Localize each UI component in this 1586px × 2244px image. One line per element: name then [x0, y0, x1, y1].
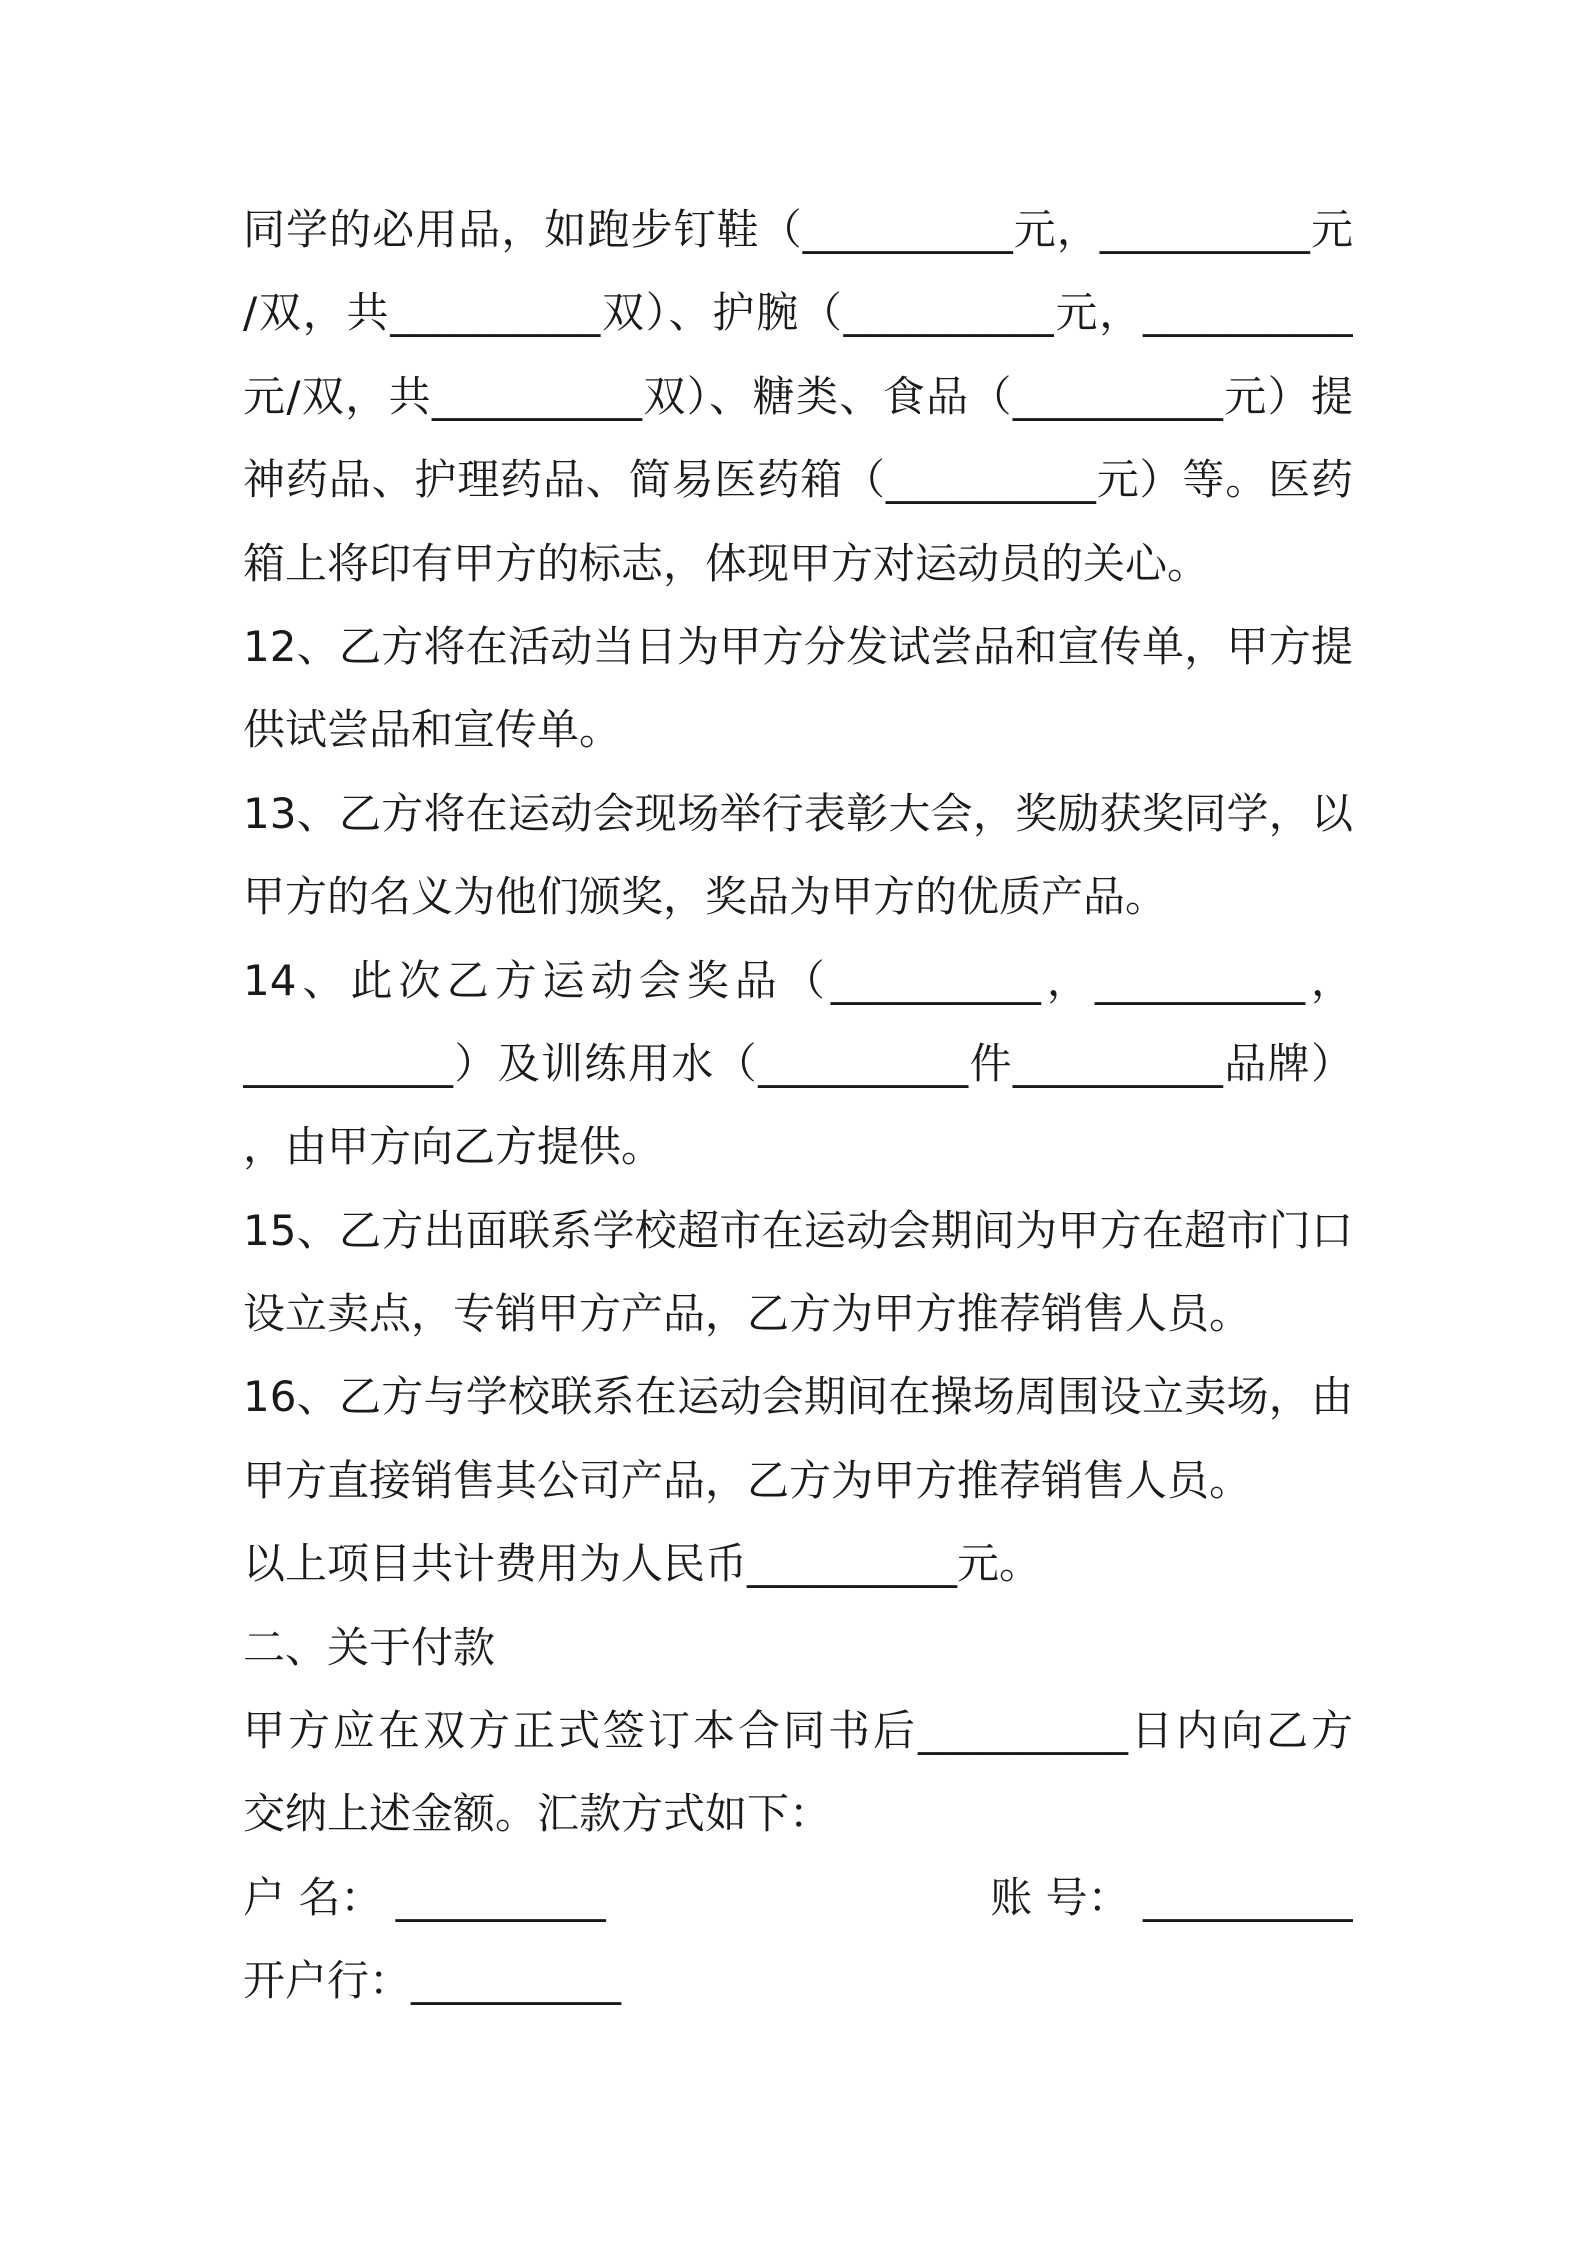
text-line-2: /双，共__________双）、护腕（__________元，__________ — [243, 288, 1353, 338]
clause-12-line-2: 供试尝品和宣传单。 — [243, 705, 622, 755]
clause-15-line-1: 15、乙方出面联系学校超市在运动会期间为甲方在超市门口 — [243, 1205, 1353, 1255]
clause-14-line-3: ，由甲方向乙方提供。 — [243, 1122, 664, 1172]
text-line-3: 元/双，共__________双）、糖类、食品（__________元）提 — [243, 371, 1353, 421]
account-name-field: 户 名： __________ — [243, 1872, 606, 1922]
clause-14-line-1: 14、此次乙方运动会奖品（__________，__________， — [243, 955, 1353, 1005]
total-cost-line: 以上项目共计费用为人民币__________元。 — [243, 1539, 1042, 1589]
clause-16-line-1: 16、乙方与学校联系在运动会期间在操场周围设立卖场，由 — [243, 1372, 1353, 1422]
payment-line-1: 甲方应在双方正式签订本合同书后__________日内向乙方 — [243, 1706, 1353, 1756]
bank-field: 开户行：__________ — [243, 1956, 622, 2006]
text-line-1: 同学的必用品，如跑步钉鞋（__________元，__________元 — [243, 205, 1353, 254]
text-line-5: 箱上将印有甲方的标志，体现甲方对运动员的关心。 — [243, 538, 1210, 588]
clause-13-line-2: 甲方的名义为他们颁奖，奖品为甲方的优质产品。 — [243, 872, 1168, 922]
clause-16-line-2: 甲方直接销售其公司产品，乙方为甲方推荐销售人员。 — [243, 1455, 1252, 1505]
contract-body — [243, 188, 1353, 2023]
payment-line-2: 交纳上述金额。汇款方式如下： — [243, 1789, 832, 1839]
clause-12-line-1: 12、乙方将在活动当日为甲方分发试尝品和宣传单，甲方提 — [243, 621, 1353, 671]
text-line-4: 神药品、护理药品、简易医药箱（__________元）等。医药 — [243, 455, 1353, 505]
account-number-field: 账 号： __________ — [990, 1872, 1353, 1922]
account-row — [243, 1856, 1353, 1939]
clause-15-line-2: 设立卖点，专销甲方产品，乙方为甲方推荐销售人员。 — [243, 1289, 1252, 1339]
clause-14-line-2: __________）及训练用水（__________件__________品牌） — [243, 1038, 1353, 1088]
clause-13-line-1: 13、乙方将在运动会现场举行表彰大会，奖励获奖同学，以 — [243, 788, 1353, 838]
section-heading-payment: 二、关于付款 — [243, 1622, 496, 1672]
